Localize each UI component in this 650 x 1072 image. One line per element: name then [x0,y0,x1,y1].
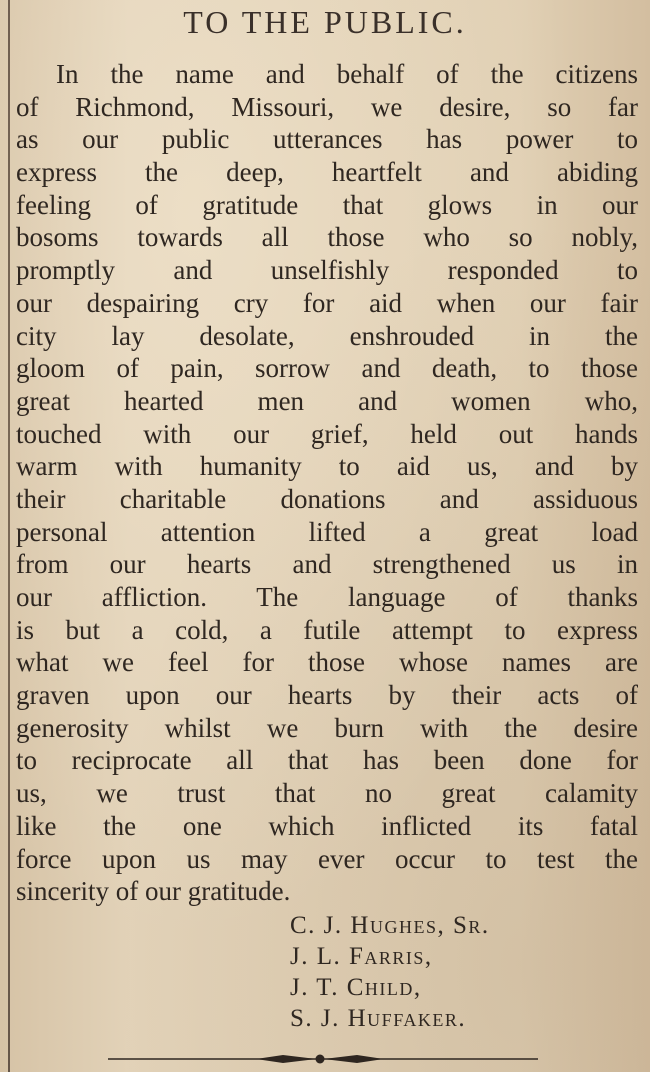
article-line: their charitable donations and assiduous [16,483,638,514]
article-line: generosity whilst we burn with the desire [16,712,638,743]
article-line: our despairing cry for aid when our fair [16,287,638,318]
article-body [16,58,638,908]
article-line: bosoms towards all those who so nobly, [16,222,638,253]
article-line: promptly and unselfishly responded to [16,255,638,286]
article-line: our affliction. The language of thanks [16,582,638,612]
signatory-name: C. J. Hughes, Sr. [290,912,490,939]
article-line: of Richmond, Missouri, we desire, so far [16,91,638,122]
article-line: touched with our grief, held out hands [16,418,638,449]
article-line: sincerity of our gratitude. [16,876,291,907]
article-line: graven upon our hearts by their acts of [16,680,638,711]
article-line: as our public utterances has power to [16,124,638,155]
article-line: what we feel for those whose names are [16,647,638,678]
article-line: great hearted men and women who, [16,385,638,416]
article-line: feeling of gratitude that glows in our [16,189,638,220]
headline: TO THE PUBLIC. [183,4,467,40]
article-line: gloom of pain, sorrow and death, to those [16,353,638,384]
article-line: to reciprocate all that has been done for [16,745,638,776]
article-line: is but a cold, a futile attempt to express [16,614,638,645]
article-line: force upon us may ever occur to test the [16,843,638,874]
article-line: In the name and behalf of the citizens [56,59,638,89]
signatory-name: J. T. Child, [290,974,422,1001]
divider-ornament [108,1050,538,1068]
article-line: from our hearts and strengthened us in [16,549,638,580]
signatory-name: J. L. Farris, [290,943,433,970]
signature-block [290,910,610,1034]
article-line: personal attention lifted a great load [16,516,638,547]
article-line: city lay desolate, enshrouded in the [16,320,638,351]
article-line: like the one which inflicted its fatal [16,810,638,841]
article-line: warm with humanity to aid us, and by [16,451,638,482]
column-rule [8,0,10,1072]
article-line: us, we trust that no great calamity [16,778,638,809]
article-line: express the deep, heartfelt and abiding [16,157,638,188]
signatory-name: S. J. Huffaker. [290,1005,467,1032]
